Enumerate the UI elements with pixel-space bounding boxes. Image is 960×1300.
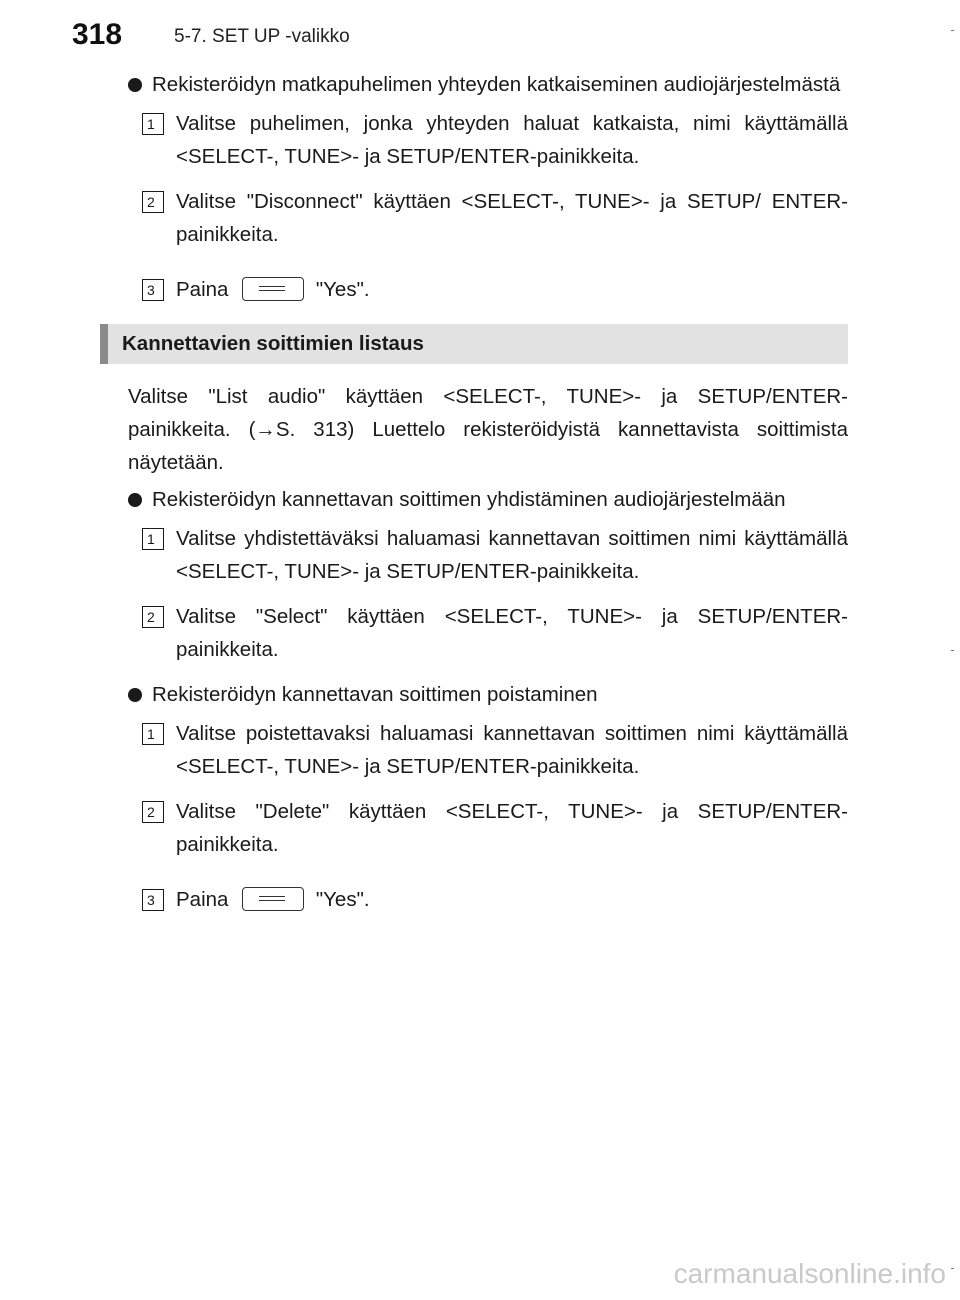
section-heading [100, 324, 848, 364]
step-text: Valitse "Delete" käyttäen <SELECT-, TUNE>- ja SETUP/ENTER-painikkeita. [176, 800, 848, 856]
step-number: 3 [142, 889, 164, 911]
step-number: 1 [142, 528, 164, 550]
bullet-item [100, 678, 848, 711]
page-number: 318 [72, 18, 123, 51]
step-item [100, 717, 848, 783]
step-number: 2 [142, 801, 164, 823]
step-text: Valitse "Select" käyttäen <SELECT-, TUNE>- ja SETUP/ENTER-painikkeita. [176, 605, 848, 661]
crop-mark [951, 30, 954, 31]
step-item [100, 883, 848, 916]
step-number: 2 [142, 191, 164, 213]
bullet-item [100, 68, 848, 101]
step-text: Valitse "Disconnect" käyttäen <SELECT-, TUNE>- ja SETUP/ ENTER-painikkeita. [176, 190, 848, 246]
step-text-before: Paina [176, 888, 229, 911]
page-content [100, 68, 848, 928]
step-text-after: "Yes". [315, 278, 370, 301]
watermark: carmanualsonline.info [673, 1258, 946, 1289]
bullet-text: Rekisteröidyn matkapuhelimen yhteyden katkaiseminen audiojärjestelmästä [152, 73, 841, 96]
bullet-dot-icon [128, 493, 142, 507]
step-item [100, 107, 848, 173]
bullet-dot-icon [128, 78, 142, 92]
step-text-before: Paina [176, 278, 229, 301]
step-text: Valitse puhelimen, jonka yhteyden haluat katkaista, nimi käyttämällä <SELECT-, TUNE>- ja SETUP/ENTER-painikkeita. [176, 112, 848, 168]
step-text-after: "Yes". [315, 888, 370, 911]
step-number: 2 [142, 606, 164, 628]
step-text: Valitse yhdistettäväksi haluamasi kannettavan soittimen nimi käyttämällä <SELECT-, TUNE>- ja SETUP/ENTER-painikkeita. [176, 527, 848, 583]
intro-paragraph: Valitse "List audio" käyttäen <SELECT-, TUNE>- ja SETUP/ENTER-painikkeita. (→S. 313) Luettelo rekisteröidyistä kannettavista soittimista näytetään. [128, 385, 848, 474]
section-heading-text: Kannettavien soittimien listaus [122, 332, 424, 355]
enter-key-button-icon [242, 277, 304, 301]
step-item [100, 522, 848, 588]
step-text: Valitse poistettavaksi haluamasi kannettavan soittimen nimi käyttämällä <SELECT-, TUNE>- ja SETUP/ENTER-painikkeita. [176, 722, 848, 778]
step-item [100, 273, 848, 306]
bullet-text: Rekisteröidyn kannettavan soittimen poistaminen [152, 683, 598, 706]
step-item [100, 795, 848, 861]
crop-mark [951, 650, 954, 651]
section-label: 5-7. SET UP -valikko [174, 26, 350, 47]
step-item [100, 185, 848, 251]
step-number: 1 [142, 113, 164, 135]
bullet-text: Rekisteröidyn kannettavan soittimen yhdistäminen audiojärjestelmään [152, 488, 786, 511]
bullet-item [100, 483, 848, 516]
step-item [100, 600, 848, 666]
step-number: 1 [142, 723, 164, 745]
step-number: 3 [142, 279, 164, 301]
bullet-dot-icon [128, 688, 142, 702]
enter-key-button-icon [242, 887, 304, 911]
crop-mark [951, 1268, 954, 1269]
